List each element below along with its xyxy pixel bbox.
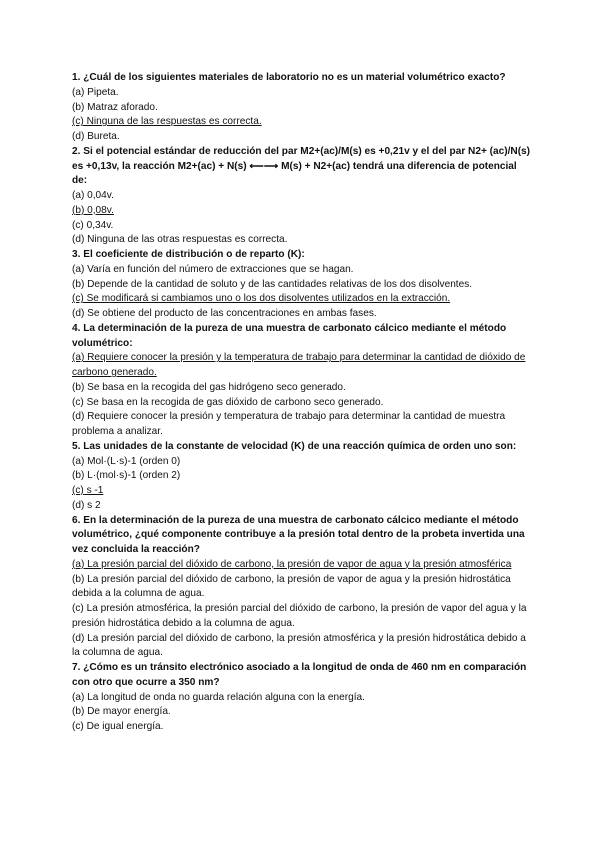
question-text: 7. ¿Cómo es un tránsito electrónico asociado a la longitud de onda de 460 nm en comparación con otro que ocurre a 350 nm? — [72, 662, 527, 688]
option-b: (b) L·(mol·s)-1 (orden 2) — [72, 470, 181, 482]
question-7 — [72, 661, 532, 735]
option-c: (c) 0,34v. — [72, 219, 114, 231]
option-b: (b) Matraz aforado. — [72, 101, 158, 113]
option-c-correct: (c) Ninguna de las respuestas es correcta. — [72, 116, 262, 128]
option-a: (a) La longitud de onda no guarda relación alguna con la energía. — [72, 691, 365, 703]
question-1 — [72, 71, 532, 145]
option-d: (d) Ninguna de las otras respuestas es correcta. — [72, 234, 288, 246]
option-b-correct: (b) 0,08v. — [72, 204, 114, 216]
question-4 — [72, 322, 532, 440]
option-d: (d) Se obtiene del producto de las concentraciones en ambas fases. — [72, 308, 377, 319]
question-text: 3. El coeficiente de distribución o de reparto (K): — [72, 249, 305, 260]
option-a: (a) Varía en función del número de extracciones que se hagan. — [72, 263, 354, 275]
option-b: (b) De mayor energía. — [72, 706, 171, 718]
question-text: 5. Las unidades de la constante de velocidad (K) de una reacción química de orden uno son: — [72, 440, 517, 452]
question-text: 4. La determinación de la pureza de una muestra de carbonato cálcico mediante el método volumétrico: — [72, 322, 507, 349]
option-c-correct: (c) Se modificará si cambiamos uno o los dos disolventes utilizados en la extracción. — [72, 293, 451, 305]
question-5 — [72, 440, 532, 514]
option-c: (c) De igual energía. — [72, 721, 164, 732]
question-text: 1. ¿Cuál de los siguientes materiales de laboratorio no es un material volumétrico exacto? — [72, 72, 506, 83]
option-d: (d) Requiere conocer la presión y temperatura de trabajo para determinar la cantidad de muestra problema a analizar. — [72, 411, 506, 437]
option-a-correct: (a) La presión parcial del dióxido de carbono, la presión de vapor de agua y la presión atmosférica — [72, 558, 512, 570]
question-text: 2. Si el potencial estándar de reducción del par M2+(ac)/M(s) es +0,21v y el del par N2+ (ac)/N(s) es +0,13v, la reacción M2+(ac) + N(s) ⟵⟶ M(s) + N2+(ac) tendrá una diferencia de potencial de: — [72, 145, 531, 187]
option-a-correct: (a) Requiere conocer la presión y la temperatura de trabajo para determinar la cantidad de dióxido de carbono generado. — [72, 352, 526, 378]
question-text: 6. En la determinación de la pureza de una muestra de carbonato cálcico mediante el método volumétrico, ¿qué componente contribuye a la presión total dentro de la probeta invertida una vez concluida la reacción? — [72, 514, 525, 555]
option-c: (c) Se basa en la recogida de gas dióxido de carbono seco generado. — [72, 396, 384, 408]
question-6 — [72, 514, 532, 662]
option-d: (d) Bureta. — [72, 131, 120, 142]
option-c-correct: (c) s -1 — [72, 485, 104, 496]
option-b: (b) Depende de la cantidad de soluto y de las cantidades relativas de los dos disolventes. — [72, 278, 473, 290]
option-a: (a) Mol·(L·s)-1 (orden 0) — [72, 455, 181, 467]
question-2 — [72, 145, 532, 248]
option-b: (b) La presión parcial del dióxido de carbono, la presión de vapor de agua y la presión hidrostática debida a la columna de agua. — [72, 573, 511, 600]
question-3 — [72, 248, 532, 322]
option-c: (c) La presión atmosférica, la presión parcial del dióxido de carbono, la presión de vapor del agua y la presión hidrostática debido a la columna de agua. — [72, 603, 527, 629]
option-d: (d) La presión parcial del dióxido de carbono, la presión atmosférica y la presión hidrostática debido a la columna de agua. — [72, 632, 526, 659]
option-b: (b) Se basa en la recogida del gas hidrógeno seco generado. — [72, 381, 346, 393]
option-a: (a) 0,04v. — [72, 190, 114, 201]
option-a: (a) Pipeta. — [72, 86, 119, 98]
document-page — [72, 71, 532, 735]
option-d: (d) s 2 — [72, 499, 101, 511]
